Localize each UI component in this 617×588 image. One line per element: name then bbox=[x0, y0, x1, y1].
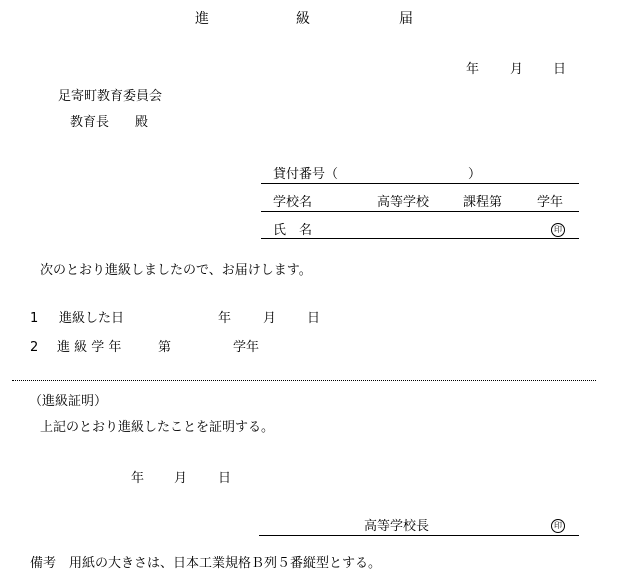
item-1-month: 月 bbox=[263, 311, 277, 326]
applicant-seal-icon: 印 bbox=[551, 223, 565, 237]
school-underline bbox=[261, 211, 579, 212]
name-label: 氏 名 bbox=[273, 223, 313, 238]
date-month-label: 月 bbox=[510, 62, 524, 77]
addressee-org: 足寄町教育委員会 bbox=[58, 89, 163, 104]
principal-underline bbox=[259, 535, 579, 536]
title-char-1: 進 bbox=[195, 11, 209, 27]
course-label: 課程第 bbox=[463, 195, 503, 210]
principal-label: 高等学校長 bbox=[364, 519, 430, 534]
high-school-label: 高等学校 bbox=[377, 195, 430, 210]
item-1-label: 進級した日 bbox=[59, 311, 125, 326]
certification-year: 年 bbox=[131, 471, 145, 486]
certification-day: 日 bbox=[218, 471, 232, 486]
item-2-grade: 学年 bbox=[233, 340, 260, 355]
lending-number-underline bbox=[261, 183, 579, 184]
lending-number-field: 貸付番号（ ） bbox=[273, 167, 482, 182]
certification-heading: （進級証明） bbox=[29, 394, 108, 409]
name-underline bbox=[261, 238, 579, 239]
grade-label: 学年 bbox=[537, 195, 564, 210]
item-2-label: 進 級 学 年 bbox=[57, 340, 122, 355]
item-1-year: 年 bbox=[218, 311, 232, 326]
dotted-divider bbox=[12, 380, 596, 381]
item-2-number: 2 bbox=[30, 340, 39, 355]
certification-month: 月 bbox=[174, 471, 188, 486]
note-text: 備考 用紙の大きさは、日本工業規格Ｂ列５番縦型とする。 bbox=[30, 556, 382, 571]
certification-text: 上記のとおり進級したことを証明する。 bbox=[40, 420, 275, 435]
statement-text: 次のとおり進級しましたので、お届けします。 bbox=[40, 263, 312, 278]
title-char-3: 届 bbox=[399, 11, 413, 27]
title-char-2: 級 bbox=[296, 11, 310, 27]
item-1-number: 1 bbox=[30, 311, 39, 326]
school-name-label: 学校名 bbox=[273, 195, 313, 210]
addressee-title: 教育長 殿 bbox=[70, 115, 149, 130]
item-1-day: 日 bbox=[307, 311, 321, 326]
item-2-dai: 第 bbox=[158, 340, 172, 355]
date-year-label: 年 bbox=[466, 62, 480, 77]
date-day-label: 日 bbox=[553, 62, 567, 77]
principal-seal-icon: 印 bbox=[551, 519, 565, 533]
